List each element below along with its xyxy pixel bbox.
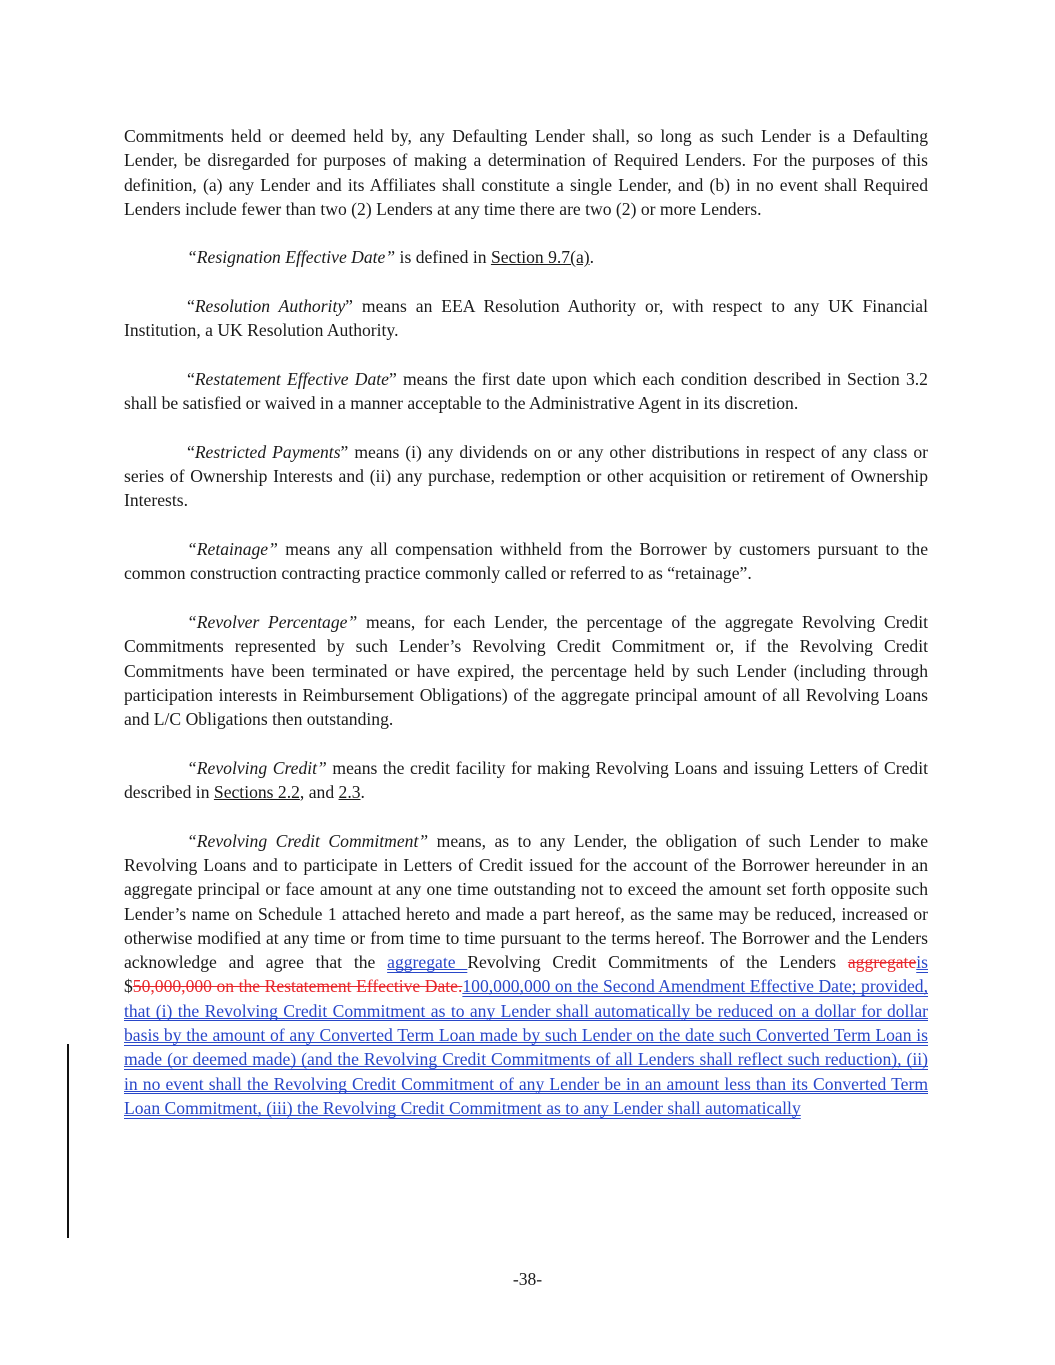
defined-term: “Revolving Credit” xyxy=(187,757,327,778)
definition-text: ” means (i) any dividends on or any other distributions in respect of any class or series of Ownership Interests and (ii) any purchase, redemption or other acquisition or retirement of Ownership Interests. xyxy=(124,441,928,511)
definition-resignation-effective-date xyxy=(124,245,928,269)
definition-text: Revolving Credit Commitments of the Lenders xyxy=(467,952,848,973)
definition-text: means the credit facility for making Revolving Loans and issuing Letters of Credit described in xyxy=(124,757,929,803)
definition-restricted-payments xyxy=(124,440,928,513)
document-body xyxy=(124,124,928,1120)
definition-text: ” means an EEA Resolution Authority or, with respect to any UK Financial Institution, a UK Resolution Authority. xyxy=(124,296,928,341)
section-reference-link[interactable]: Sections 2.2 xyxy=(213,782,300,803)
page-number: -38- xyxy=(512,1269,543,1289)
defined-term: Resolution Authority xyxy=(194,296,346,317)
definition-text: means any all compensation withheld from the Borrower by customers pursuant to the common construction contracting practice commonly called or referred to as “retainage”. xyxy=(124,539,928,584)
section-reference-link[interactable]: Section 9.7(a) xyxy=(490,247,590,268)
defined-term: “Resignation Effective Date” xyxy=(187,247,396,268)
definition-text: . xyxy=(360,782,365,803)
revision-change-bar xyxy=(67,1044,69,1238)
open-quote: “ xyxy=(187,441,195,462)
definition-resolution-authority xyxy=(124,294,928,343)
deleted-text: aggregate xyxy=(847,952,917,973)
definition-retainage xyxy=(124,537,928,586)
definition-revolver-percentage xyxy=(124,610,928,731)
defined-term: Restricted Payments xyxy=(194,441,341,462)
inserted-text: 100,000,000 on the Second Amendment Effective Date; provided, that (i) the Revolving Credit Commitment as to any Lender shall automatically be reduced on a dollar for dollar basis by the amount of any Converted Term Loan made by such Lender on the date such Converted Term Loan is made (or deemed made) (and the Revolving Credit Commitments of all Lenders shall reflect such reduction), (ii) in no event shall the Revolving Credit Commitment of any Lender be in an amount less than its Converted Term Loan Commitment, (iii) the Revolving Credit Commitment as to any Lender shall automatically xyxy=(124,976,928,1118)
defined-term: “Retainage” xyxy=(187,539,278,560)
section-reference-link[interactable]: 2.3 xyxy=(338,782,361,803)
definition-text: $ xyxy=(124,976,133,997)
inserted-text: is xyxy=(916,952,928,973)
definition-text: is defined in xyxy=(395,247,491,268)
defined-term: “Revolver Percentage” xyxy=(187,611,358,632)
definition-text: ” means the first date upon which each condition described in Section 3.2 shall be satisfied or waived in a manner acceptable to the Administrative Agent in its discretion. xyxy=(124,368,928,414)
definition-text: . xyxy=(589,247,595,268)
definition-text: means, as to any Lender, the obligation of such Lender to make Revolving Loans and to participate in Letters of Credit issued for the account of the Borrower hereunder in an aggregate principal or face amount at any one time outstanding not to exceed the amount set forth opposite such Lender’s name on Schedule 1 attached hereto and made a part hereof, as the same may be reduced, increased or otherwise modified at any time or from time to time pursuant to the terms hereof. The Borrower and the Lenders acknowledge and agree that the xyxy=(124,830,929,973)
paragraph-text: Commitments held or deemed held by, any Defaulting Lender shall, so long as such Lender is a Defaulting Lender, be disregarded for purposes of making a determination of Required Lenders. For the purposes of this definition, (a) any Lender and its Affiliates shall constitute a single Lender, and (b) in no event shall Required Lenders include fewer than two (2) Lenders at any time there are two (2) or more Lenders. xyxy=(124,126,928,219)
paragraph-required-lenders-continued xyxy=(124,124,928,221)
definition-text: , and xyxy=(299,782,339,803)
definition-restatement-effective-date xyxy=(124,367,928,416)
definition-text: means, for each Lender, the percentage of the aggregate Revolving Credit Commitments represented by such Lender’s Revolving Credit Commitment or, if the Revolving Credit Commitments have been terminated or have expired, the percentage held by such Lender (including through participation interests in Reimbursement Obligations) of the aggregate principal amount of all Revolving Loans and L/C Obligations then outstanding. xyxy=(124,611,928,730)
defined-term: “Revolving Credit Commitment” xyxy=(187,830,429,851)
open-quote: “ xyxy=(187,368,195,389)
inserted-text: aggregate xyxy=(387,952,468,973)
deleted-text: 50,000,000 on the Restatement Effective Date. xyxy=(132,976,463,997)
definition-revolving-credit-commitment xyxy=(124,829,928,1121)
open-quote: “ xyxy=(187,296,195,317)
defined-term: Restatement Effective Date xyxy=(194,368,389,389)
definition-revolving-credit xyxy=(124,756,928,805)
